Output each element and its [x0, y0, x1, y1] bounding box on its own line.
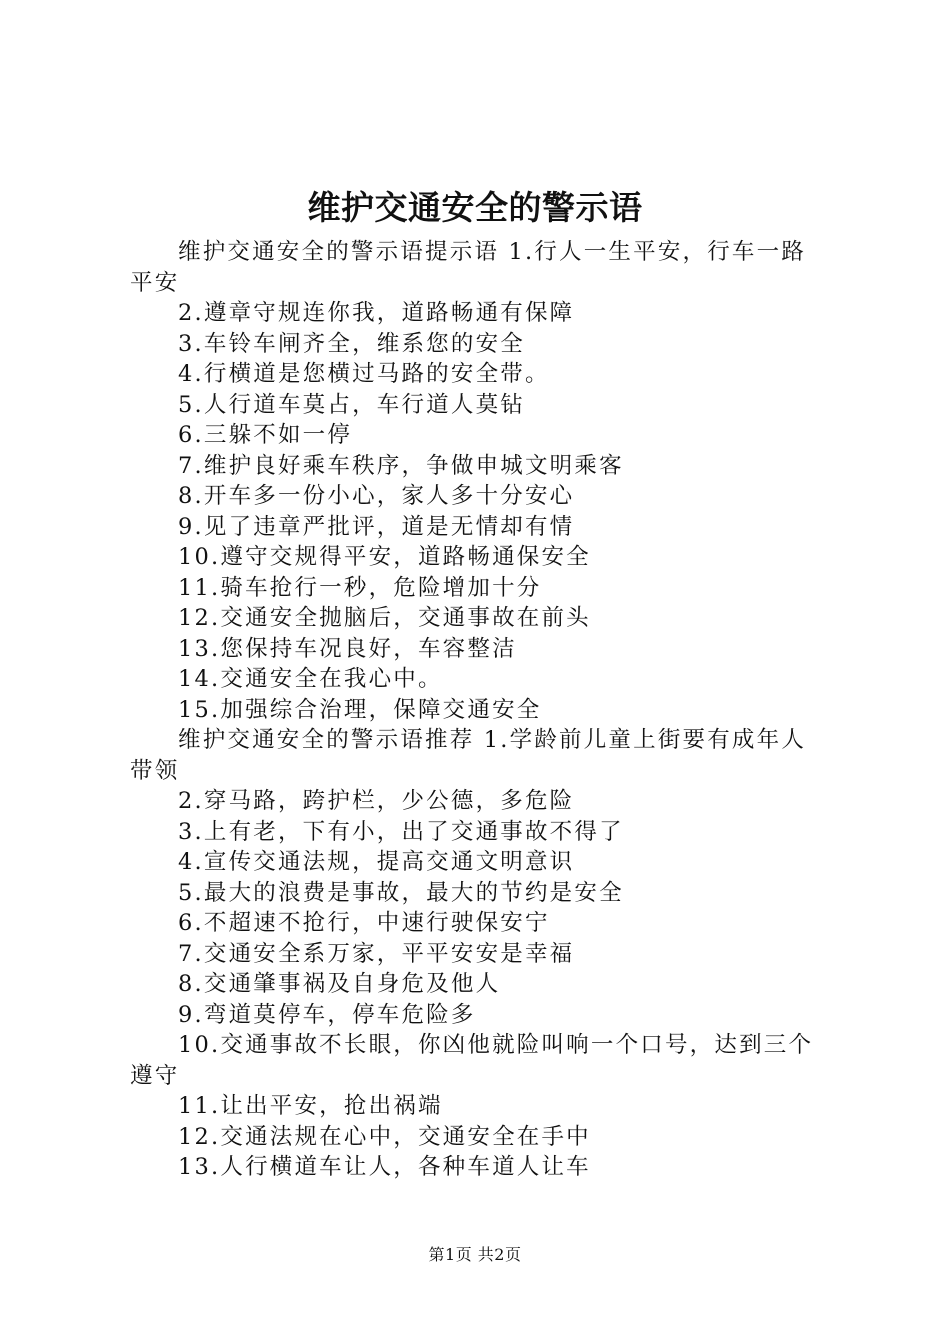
document-title: 维护交通安全的警示语 — [307, 188, 643, 227]
list-item: 4.行横道是您横过马路的安全带。 — [178, 361, 550, 387]
list-item: 7.交通安全系万家，平平安安是幸福 — [178, 940, 575, 967]
paragraph-intro-1: 维护交通安全的警示语提示语 1.行人一生平安，行车一路平安 — [130, 239, 807, 296]
list-item: 5.人行道车莫占，车行道人莫钻 — [178, 391, 525, 418]
list-item: 2.遵章守规连你我，道路畅通有保障 — [178, 300, 575, 326]
list-item: 9.见了违章严批评，道是无情却有情 — [178, 513, 575, 540]
list-item: 5.最大的浪费是事故，最大的节约是安全 — [178, 879, 624, 906]
list-item: 3.车铃车闸齐全，维系您的安全 — [178, 330, 525, 357]
list-item: 2.穿马路，跨护栏，少公德，多危险 — [178, 788, 575, 814]
list-item: 10.遵守交规得平安，道路畅通保安全 — [178, 544, 591, 570]
list-item: 11.骑车抢行一秒，危险增加十分 — [178, 574, 542, 601]
document-body — [130, 237, 830, 1183]
list-item: 8.交通肇事祸及自身危及他人 — [178, 971, 501, 997]
list-item: 12.交通安全抛脑后，交通事故在前头 — [178, 605, 591, 631]
list-item: 3.上有老，下有小，出了交通事故不得了 — [178, 818, 624, 845]
list-item: 6.三躲不如一停 — [178, 422, 353, 448]
list-item: 14.交通安全在我心中。 — [178, 666, 443, 692]
list-item: 4.宣传交通法规，提高交通文明意识 — [178, 849, 575, 875]
list-item: 10.交通事故不长眼，你凶他就险叫响一个口号，达到三个遵守 — [130, 1032, 814, 1089]
list-item: 9.弯道莫停车，停车危险多 — [178, 1001, 476, 1028]
list-item: 13.您保持车况良好，车容整洁 — [178, 635, 517, 662]
list-item: 7.维护良好乘车秩序，争做申城文明乘客 — [178, 452, 624, 479]
list-item: 11.让出平安，抢出祸端 — [178, 1093, 443, 1119]
list-item: 12.交通法规在心中，交通安全在手中 — [178, 1123, 591, 1150]
list-item: 6.不超速不抢行，中速行驶保安宁 — [178, 910, 550, 936]
list-item: 13.人行横道车让人，各种车道人让车 — [178, 1154, 591, 1180]
paragraph-intro-2: 维护交通安全的警示语推荐 1.学龄前儿童上街要有成年人带领 — [130, 727, 807, 784]
list-item: 8.开车多一份小心，家人多十分安心 — [178, 483, 575, 509]
page-footer: 第1页 共2页 — [428, 1245, 522, 1264]
list-item: 15.加强综合治理，保障交通安全 — [178, 696, 542, 723]
